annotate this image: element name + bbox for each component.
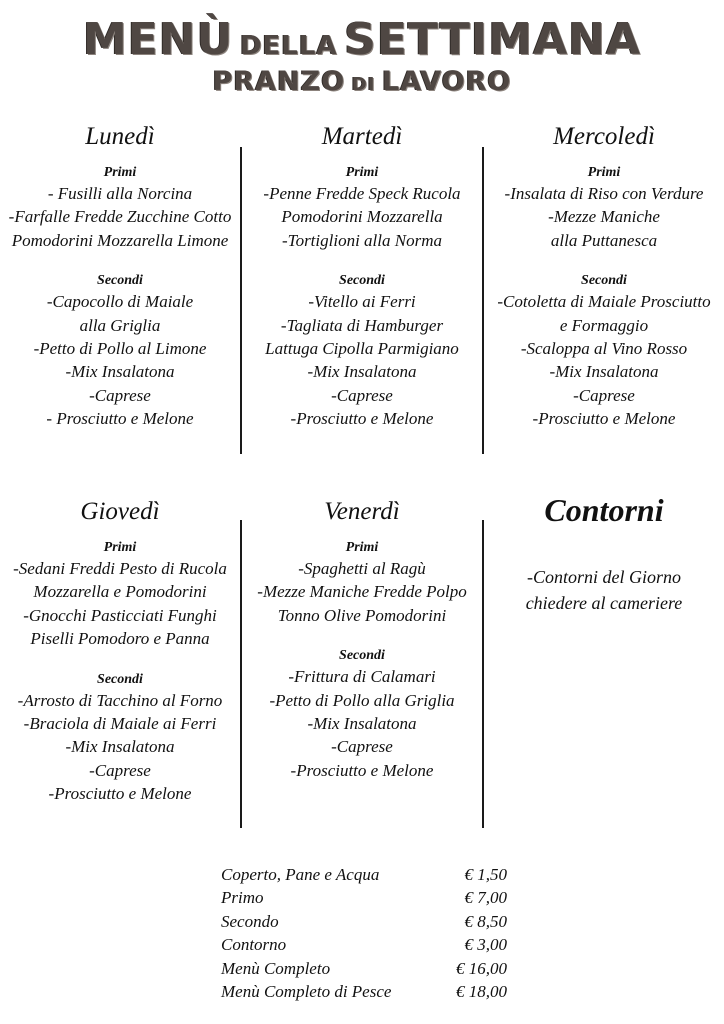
dish-item: -Capocollo di Maiale bbox=[46, 292, 194, 312]
dish-item: -Caprese bbox=[573, 385, 635, 405]
dish-item: Tonno Olive Pomodorini bbox=[277, 605, 447, 625]
section-spacer bbox=[0, 651, 240, 671]
dish-item: - Prosciutto e Melone bbox=[46, 409, 194, 429]
contorni-line: -Contorni del Giorno bbox=[526, 567, 681, 587]
subtitle-word-pranzo: PRANZO bbox=[212, 66, 346, 97]
dish-item: Pomodorini Mozzarella Limone bbox=[11, 230, 229, 250]
secondi-label: Secondi bbox=[581, 273, 627, 289]
section-spacer bbox=[242, 627, 482, 647]
price-row bbox=[221, 933, 521, 956]
dish-item: -Penne Fredde Speck Rucola bbox=[263, 184, 461, 203]
secondi-label: Secondi bbox=[97, 273, 143, 289]
price-label: Menù Completo di Pesce bbox=[221, 981, 392, 1001]
price-value: € 18,00 bbox=[456, 981, 507, 1001]
dish-item: alla Puttanesca bbox=[550, 230, 658, 250]
dish-item: alla Griglia bbox=[79, 315, 161, 335]
day-name: Martedì bbox=[321, 123, 403, 150]
dish-item: -Caprese bbox=[89, 760, 151, 780]
title-word-menu: MEN bbox=[82, 14, 197, 65]
day-column-wednesday bbox=[484, 122, 724, 431]
dish-item: -Petto di Pollo alla Griglia bbox=[269, 690, 455, 710]
day-name: Venerdì bbox=[324, 498, 400, 525]
dish-item: Lattuga Cipolla Parmigiano bbox=[265, 339, 459, 359]
contorni-title: Contorni bbox=[544, 492, 664, 528]
dish-item: -Farfalle Fredde Zucchine Cotto bbox=[8, 207, 232, 227]
section-spacer bbox=[242, 252, 482, 272]
dish-item: -Mix Insalatona bbox=[65, 362, 175, 382]
day-name: Mercoledì bbox=[553, 123, 655, 150]
price-label: Coperto, Pane e Acqua bbox=[221, 865, 380, 884]
column-divider bbox=[482, 147, 484, 454]
dish-item: -Mix Insalatona bbox=[65, 737, 175, 757]
contorni-line: chiedere al cameriere bbox=[525, 593, 683, 613]
dish-item: -Petto di Pollo al Limone bbox=[33, 339, 207, 359]
dish-item: -Caprese bbox=[331, 385, 393, 405]
menu-title bbox=[0, 14, 724, 65]
dish-item: -Mezze Maniche bbox=[548, 207, 660, 227]
day-name: Giovedì bbox=[80, 498, 160, 525]
title-word-della: DELLA bbox=[239, 31, 338, 61]
dish-item: -Braciola di Maiale ai Ferri bbox=[23, 714, 217, 734]
price-row bbox=[221, 910, 521, 933]
column-divider bbox=[240, 520, 242, 828]
dish-item: -Insalata di Riso con Verdure bbox=[504, 184, 704, 203]
primi-label: Primi bbox=[103, 540, 137, 555]
secondi-label: Secondi bbox=[97, 671, 143, 687]
contorni-section bbox=[484, 490, 724, 616]
dish-item: -Caprese bbox=[331, 737, 393, 757]
secondi-label: Secondi bbox=[339, 273, 385, 289]
day-column-tuesday bbox=[242, 122, 482, 431]
dish-item: -Tagliata di Hamburger bbox=[280, 315, 444, 335]
column-divider bbox=[240, 147, 242, 454]
price-row bbox=[221, 980, 521, 1003]
dish-item: -Cotoletta di Maiale Prosciutto bbox=[497, 292, 711, 312]
primi-label: Primi bbox=[587, 165, 621, 180]
dish-item: e Formaggio bbox=[559, 315, 649, 335]
dish-item: -Scaloppa al Vino Rosso bbox=[520, 339, 688, 359]
dish-item: -Vitello ai Ferri bbox=[308, 292, 416, 312]
price-value: € 8,50 bbox=[464, 911, 507, 931]
dish-item: -Arrosto di Tacchino al Forno bbox=[17, 690, 223, 710]
day-name: Lunedì bbox=[85, 123, 155, 150]
dish-item: -Mezze Maniche Fredde Polpo bbox=[257, 582, 467, 602]
price-row bbox=[221, 863, 521, 886]
price-value: € 1,50 bbox=[464, 865, 507, 884]
price-label: Primo bbox=[221, 888, 264, 908]
title-accent-u: Ù bbox=[196, 14, 234, 65]
dish-item: -Caprese bbox=[89, 385, 151, 405]
dish-item: Mozzarella e Pomodorini bbox=[33, 582, 207, 602]
dish-item: - Fusilli alla Norcina bbox=[47, 184, 193, 203]
price-list bbox=[221, 863, 521, 1003]
price-row bbox=[221, 886, 521, 909]
subtitle-word-di: DI bbox=[351, 74, 376, 95]
dish-item: -Frittura di Calamari bbox=[288, 667, 436, 687]
dish-item: Piselli Pomodoro e Panna bbox=[30, 629, 210, 649]
dish-item: -Mix Insalatona bbox=[549, 362, 659, 382]
day-column-friday bbox=[242, 497, 482, 782]
dish-item: -Spaghetti al Ragù bbox=[298, 559, 426, 578]
price-value: € 16,00 bbox=[456, 958, 507, 978]
subtitle-word-lavoro: LAVORO bbox=[382, 66, 512, 97]
dish-item: -Gnocchi Pasticciati Funghi bbox=[23, 605, 217, 625]
contorni-note bbox=[484, 564, 724, 616]
section-spacer bbox=[0, 252, 240, 272]
dish-item: -Prosciutto e Melone bbox=[532, 409, 676, 429]
price-label: Contorno bbox=[221, 935, 287, 955]
day-column-thursday bbox=[0, 497, 240, 806]
dish-item: -Prosciutto e Melone bbox=[290, 760, 434, 780]
primi-label: Primi bbox=[103, 165, 137, 180]
price-label: Menù Completo bbox=[221, 958, 331, 978]
menu-header bbox=[0, 14, 724, 97]
secondi-label: Secondi bbox=[339, 648, 385, 664]
price-value: € 7,00 bbox=[464, 888, 507, 908]
day-column-monday bbox=[0, 122, 240, 431]
dish-item: -Mix Insalatona bbox=[307, 714, 417, 734]
price-row bbox=[221, 957, 521, 980]
price-label: Secondo bbox=[221, 911, 279, 931]
dish-item: -Prosciutto e Melone bbox=[290, 409, 434, 429]
dish-item: -Tortiglioni alla Norma bbox=[282, 230, 442, 250]
primi-label: Primi bbox=[345, 540, 379, 555]
menu-subtitle bbox=[0, 68, 724, 95]
dish-item: Pomodorini Mozzarella bbox=[281, 207, 443, 227]
dish-item: -Prosciutto e Melone bbox=[48, 784, 192, 804]
dish-item: -Mix Insalatona bbox=[307, 362, 417, 382]
section-spacer bbox=[484, 252, 724, 272]
primi-label: Primi bbox=[345, 165, 379, 180]
title-word-settimana: SETTIMANA bbox=[344, 14, 642, 65]
dish-item: -Sedani Freddi Pesto di Rucola bbox=[13, 559, 227, 578]
price-value: € 3,00 bbox=[464, 935, 507, 955]
